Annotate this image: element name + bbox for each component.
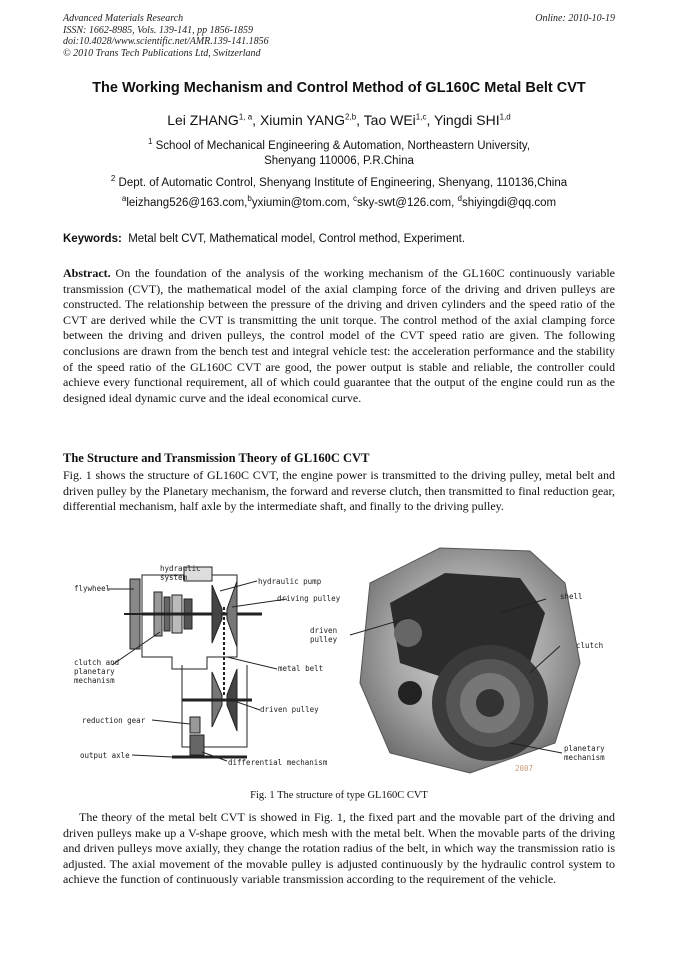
label-mechanism-photo: mechanism bbox=[564, 753, 605, 762]
journal-doi: doi:10.4028/www.scientific.net/AMR.139-141.1856 bbox=[63, 36, 269, 47]
label-planetary: planetary bbox=[74, 667, 115, 676]
journal-header bbox=[63, 13, 615, 59]
affiliation-text: School of Mechanical Engineering & Automation, Northeastern University, bbox=[155, 140, 531, 152]
abstract-text: On the foundation of the analysis of the working mechanism of the GL160C continuously variable transmission (CVT), the mathematical model of the axial clamping force of the driving and driven pulleys are constructed. The relationship between the pressure of the driving and driven cylinders and the speed ratio of the CVT are derived while the CVT is transmitting the unit torque. The control method of the axial clamping force between the driving and driven pulleys, the control model of the CVT speed ratio are given. The following conclusions are drawn from the bench test and integral vehicle test: the acceleration performance and the stability of the speed ratio of the GL160C CVT are good, the power output is stable and reliable, the controller could achieve every functional requirement, all of which could guarantee that the output of the engine could run as the designed ideal dynamic curve and the ideal economical curve. bbox=[63, 266, 615, 405]
label-output-axle: output axle bbox=[80, 751, 130, 760]
section-paragraph: Fig. 1 shows the structure of GL160C CVT, the engine power is transmitted to the driving pulley, metal belt and driven pulley by the Planetary mechanism, the forward and reverse clutch, then transmitted to final reduction gear, differential mechanism, half axle by the intermediate shaft, and finally to the driving pulley. bbox=[63, 468, 615, 514]
author-name: Tao WEi bbox=[363, 112, 416, 128]
email-link[interactable]: shiyingdi@qq.com bbox=[461, 197, 557, 209]
online-date: Online: 2010-10-19 bbox=[535, 13, 615, 24]
journal-name: Advanced Materials Research bbox=[63, 13, 184, 24]
paper-title: The Working Mechanism and Control Method of GL160C Metal Belt CVT bbox=[92, 80, 586, 96]
label-pulley: pulley bbox=[310, 635, 338, 644]
author-name: Xiumin YANG bbox=[259, 112, 346, 128]
affiliation-1 bbox=[40, 139, 638, 169]
figure-caption: Fig. 1 The structure of type GL160C CVT bbox=[250, 790, 428, 801]
label-mechanism: mechanism bbox=[74, 676, 115, 685]
cvt-schematic bbox=[72, 547, 362, 772]
label-system: system bbox=[160, 573, 188, 582]
email-sup: c bbox=[352, 194, 357, 204]
keywords-text: Metal belt CVT, Mathematical model, Control method, Experiment. bbox=[128, 233, 466, 245]
abstract-label: Abstract. bbox=[63, 266, 111, 280]
keywords bbox=[63, 233, 623, 245]
email-sup: b bbox=[247, 194, 252, 204]
author-sup: 1,c bbox=[415, 112, 427, 122]
label-driven: driven bbox=[310, 626, 338, 635]
abstract bbox=[63, 266, 615, 406]
journal-issn: ISSN: 1662-8985, Vols. 139-141, pp 1856-1859 bbox=[63, 24, 253, 36]
label-driving-pulley: driving pulley bbox=[277, 594, 341, 603]
affiliation-2 bbox=[40, 176, 638, 191]
author-sup: 1, a bbox=[238, 112, 253, 122]
label-clutch-photo: clutch bbox=[576, 641, 604, 650]
label-shell: shell bbox=[560, 592, 583, 601]
label-metal-belt: metal belt bbox=[278, 664, 324, 673]
email-sup: a bbox=[121, 194, 127, 204]
email-link[interactable]: sky-swt@126.com, bbox=[356, 197, 458, 209]
email-link[interactable]: yxiumin@tom.com, bbox=[251, 197, 353, 209]
author-list: Lei ZHANG$^{1, a}$, Xiumin YANG$^{2,b}$, Tao WEi$^{1,c}$, Yingdi SHI$^{1,d}$ bbox=[167, 112, 511, 128]
affiliation-sup: 2 bbox=[110, 174, 116, 184]
label-clutch: clutch and bbox=[74, 658, 120, 667]
label-differential: differential mechanism bbox=[228, 758, 328, 767]
affiliation-sup: 1 bbox=[147, 137, 153, 147]
cvt-photo bbox=[310, 543, 618, 780]
email-link[interactable]: leizhang526@163.com, bbox=[126, 197, 248, 209]
affiliation-text: Shenyang 110006, P.R.China bbox=[264, 155, 414, 167]
author-name: Lei ZHANG bbox=[167, 112, 239, 128]
label-flywheel: flywheel bbox=[74, 584, 111, 593]
label-planetary-photo: planetary bbox=[564, 744, 605, 753]
label-reduction-gear: reduction gear bbox=[82, 716, 146, 725]
label-hydraulic: hydraulic bbox=[160, 564, 201, 573]
label-hydraulic-pump: hydraulic pump bbox=[258, 577, 322, 586]
section-heading: The Structure and Transmission Theory of GL160C CVT bbox=[63, 451, 370, 465]
email-sup: d bbox=[457, 194, 462, 204]
author-sup: 2,b bbox=[345, 112, 357, 122]
email-list bbox=[40, 196, 638, 211]
label-driven-pulley: driven pulley bbox=[260, 705, 319, 714]
keywords-label: Keywords: bbox=[63, 233, 122, 245]
journal-copyright: © 2010 Trans Tech Publications Ltd, Switzerland bbox=[63, 47, 261, 59]
affiliation-text: Dept. of Automatic Control, Shenyang Institute of Engineering, Shenyang, 110136,China bbox=[118, 177, 568, 189]
author-name: Yingdi SHI bbox=[434, 112, 500, 128]
author-sup: 1,d bbox=[499, 112, 511, 122]
section-paragraph: The theory of the metal belt CVT is showed in Fig. 1, the fixed part and the movable part of the driving and driven pulleys make up a V-shape groove, which mesh with the metal belt. When the movable parts of the driving and driven pulleys move axially, they change the rotation radius of the belt, in which way the transmission ratio is adjusted. The axial movement of the movable pulley is adjusted continuously by the hydraulic control system to achieve the function of continuously variable transmission according to the requirement of the vehicle. bbox=[63, 810, 615, 887]
label-date-mark: 2007 bbox=[515, 764, 534, 773]
